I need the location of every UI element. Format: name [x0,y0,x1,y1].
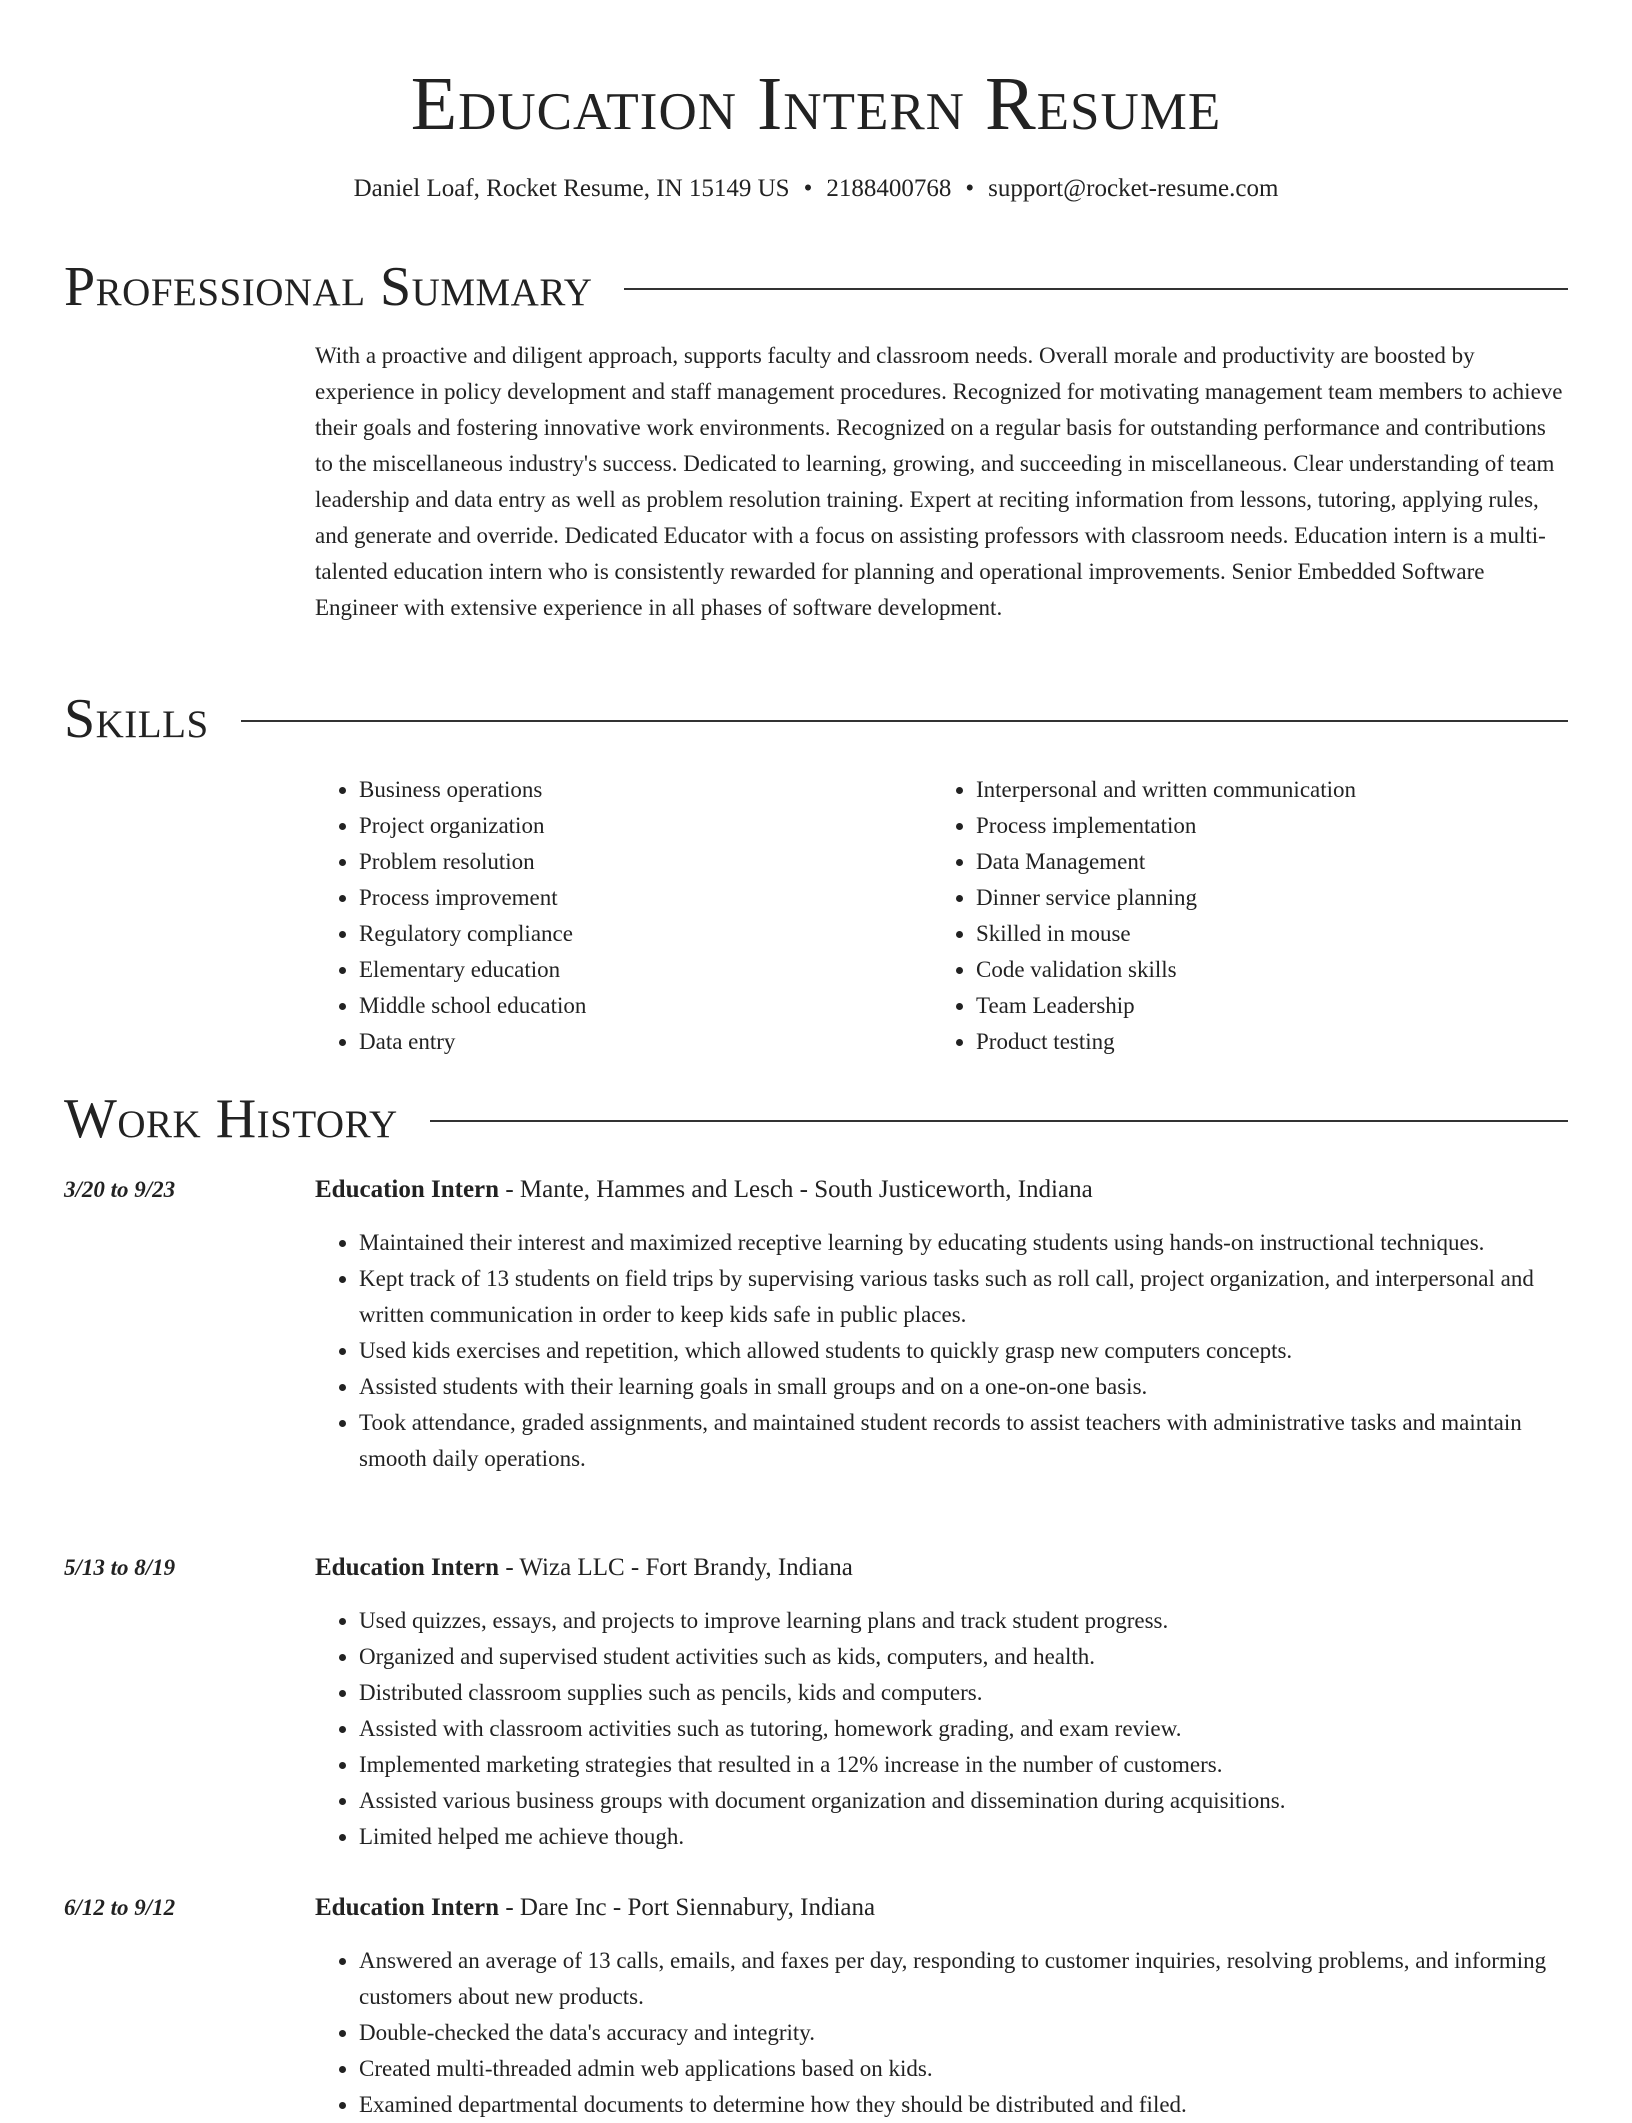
contact-email: support@rocket-resume.com [988,175,1279,202]
job-dates: 6/12 to 9/12 [64,1895,176,1920]
section-divider [624,288,1568,290]
skill-item: • Regulatory compliance [359,916,932,952]
skill-item: • Data entry [359,1024,932,1060]
job-bullet: • Used kids exercises and repetition, which allowed students to quickly grasp new computers concepts. [359,1333,1568,1369]
job-employer: - Wiza LLC - Fort Brandy, Indiana [499,1554,853,1581]
skill-item: • Interpersonal and written communication [976,772,1549,808]
job-bullet: • Assisted with classroom activities such as tutoring, homework grading, and exam review. [359,1711,1568,1747]
contact-line [0,173,1632,205]
job-bullets [315,1603,1568,1855]
summary-text: With a proactive and diligent approach, supports faculty and classroom needs. Overall morale and productivity are boosted by experience in policy development and staff management procedures. Recognized for motivating management team members to achieve their goals and fostering innovative work environments. Recognized on a regular basis for outstanding performance and contributions to the miscellaneous industry's success. Dedicated to learning, growing, and succeeding in miscellaneous. Clear understanding of team leadership and data entry as well as problem resolution training. Expert at reciting information from lessons, tutoring, applying rules, and generate and override. Dedicated Educator with a focus on assisting professors with classroom needs. Education intern is a multi-talented education intern who is consistently rewarded for planning and operational improvements. Senior Embedded Software Engineer with extensive experience in all phases of software development. [315,343,1563,620]
skill-item: • Process improvement [359,880,932,916]
skill-item: • Team Leadership [976,988,1549,1024]
skill-item: • Dinner service planning [976,880,1549,916]
skills-heading: Skills [64,688,209,750]
job-bullet: • Distributed classroom supplies such as pencils, kids and computers. [359,1675,1568,1711]
skill-item: • Project organization [359,808,932,844]
job-employer: - Mante, Hammes and Lesch - South Justiceworth, Indiana [499,1176,1093,1203]
job-title: Education Intern [315,1176,500,1203]
skills-section-header [64,687,1568,751]
contact-address: Daniel Loaf, Rocket Resume, IN 15149 US [353,175,790,202]
job-bullet: • Limited helped me achieve though. [359,1819,1568,1855]
skill-item: • Skilled in mouse [976,916,1549,952]
section-divider [241,720,1568,722]
job-bullet: • Created multi-threaded admin web applications based on kids. [359,2051,1568,2087]
job-bullet: • Examined departmental documents to determine how they should be distributed and filed. [359,2087,1568,2123]
skill-item: • Business operations [359,772,932,808]
contact-separator: • [803,175,813,202]
job-employer: - Dare Inc - Port Siennabury, Indiana [499,1894,876,1921]
skills-list [315,772,1568,1060]
job-headline [315,1890,875,1926]
summary-heading: Professional Summary [64,256,593,318]
skill-item: • Code validation skills [976,952,1549,988]
contact-phone: 2188400768 [826,175,952,202]
resume-title: Education Intern Resume [410,62,1222,146]
job-title: Education Intern [315,1554,500,1581]
job-bullet: • Kept track of 13 students on field trips by supervising various tasks such as roll call, project organization, and interpersonal and written communication in order to keep kids safe in public places. [359,1261,1568,1333]
job-bullet: • Answered an average of 13 calls, emails, and faxes per day, responding to customer inquiries, resolving problems, and informing customers about new products. [359,1943,1568,2015]
job-bullet: • Assisted various business groups with document organization and dissemination during acquisitions. [359,1783,1568,1819]
skill-item: • Process implementation [976,808,1549,844]
job-dates: 3/20 to 9/23 [64,1177,176,1202]
section-divider [430,1120,1568,1122]
summary-section-header [64,255,1568,319]
skills-column-right [932,772,1549,1060]
work-section-header [64,1087,1568,1151]
job-headline [315,1172,1093,1208]
work-heading: Work History [64,1088,398,1150]
job-bullets [315,1225,1568,1477]
job-bullet: • Implemented marketing strategies that resulted in a 12% increase in the number of customers. [359,1747,1568,1783]
skills-column-left [315,772,932,1060]
job-headline [315,1550,853,1586]
job-bullet: • Took attendance, graded assignments, and maintained student records to assist teachers with administrative tasks and maintain smooth daily operations. [359,1405,1568,1477]
job-bullet: • Organized and supervised student activities such as kids, computers, and health. [359,1639,1568,1675]
job-bullets [315,1943,1568,2123]
skill-item: • Elementary education [359,952,932,988]
job-dates: 5/13 to 8/19 [64,1555,176,1580]
job-bullet: • Used quizzes, essays, and projects to improve learning plans and track student progress. [359,1603,1568,1639]
job-title: Education Intern [315,1894,500,1921]
skill-item: • Data Management [976,844,1549,880]
skill-item: • Product testing [976,1024,1549,1060]
job-bullet: • Assisted students with their learning goals in small groups and on a one-on-one basis. [359,1369,1568,1405]
job-bullet: • Maintained their interest and maximized receptive learning by educating students using hands-on instructional techniques. [359,1225,1568,1261]
contact-separator: • [965,175,975,202]
skill-item: • Middle school education [359,988,932,1024]
skill-item: • Problem resolution [359,844,932,880]
job-bullet: • Double-checked the data's accuracy and integrity. [359,2015,1568,2051]
